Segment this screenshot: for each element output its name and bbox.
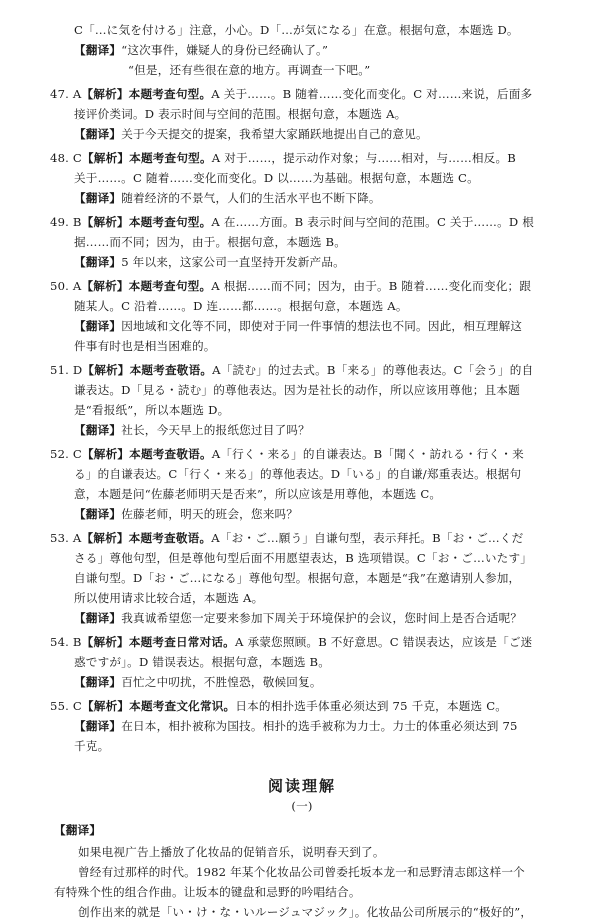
translation-paragraph: 如果电视广告上播放了化妆品的促销音乐，说明春天到了。 <box>78 845 385 859</box>
text-line-28: 【翻译】我真诚希望您一定要来参加下周关于环境保护的会议，您时间上是否合适呢？ <box>74 611 523 625</box>
question-50: 50. A【解析】本题考查句型。A 根据……而不同；因为，由于。B 随着……变化而变化；跟 <box>50 279 532 293</box>
text-line-26: 自谦句型。D「お・ご…になる」尊他句型。根据句意，本题是“我”在邀请别人参加， <box>74 571 521 585</box>
translation-heading: 【翻译】 <box>54 823 102 837</box>
text-line-15: 件事有时也是相当困难的。 <box>74 339 216 353</box>
text-line-2: “但是，还有些很在意的地方。再调查一下吧。” <box>128 63 371 77</box>
text-line-7: 关于……。C 随着……变化而变化。D 以……为基础。根据句意，本题选 C。 <box>74 171 479 185</box>
translation-paragraph: 曾经有过那样的时代。1982 年某个化妆品公司曾委托坂本龙一和忌野清志郎这样一个 <box>78 865 525 879</box>
section-title: 阅读理解 <box>267 777 336 795</box>
text-line-25: さる」尊他句型，但是尊他句型后面不用愿望表达，B 选项错误。C「お・ご…いたす」 <box>74 551 533 565</box>
question-49: 49. B【解析】本题考查句型。A 在……方面。B 表示时间与空间的范围。C 关于……。D 根 <box>50 215 535 229</box>
text-line-19: 【翻译】社长，今天早上的报纸您过目了吗？ <box>74 423 310 437</box>
section-subtitle: (一) <box>291 799 313 813</box>
question-53: 53. A【解析】本题考查敬语。A「お・ご…願う」自谦句型，表示拜托。B「お・ご…くだ <box>50 531 524 545</box>
text-line-27: 所以使用请求比较合适，本题选 A。 <box>74 591 264 605</box>
text-line-31: 【翻译】百忙之中叨扰，不胜惶恐，敬候回复。 <box>74 675 322 689</box>
text-line-17: 谦表达。D「見る・読む」的尊他表达。因为是社长的动作，所以应该用尊他；且本题 <box>74 383 520 397</box>
text-line-5: 【翻译】关于今天提交的提案，我希望大家踊跃地提出自己的意见。 <box>74 127 428 141</box>
question-51: 51. D【解析】本题考查敬语。A「読む」的过去式。B「来る」的尊他表达。C「会う」的自 <box>50 363 534 377</box>
text-line-33: 【翻译】在日本，相扑被称为国技。相扑的选手被称为力士。力士的体重必须达到 75 <box>74 719 518 733</box>
text-line-4: 接评价类词。D 表示时间与空间的范围。根据句意，本题选 A。 <box>74 107 407 121</box>
text-line-13: 随某人。C 沿着……。D 连……都……。根据句意，本题选 A。 <box>74 299 408 313</box>
question-54: 54. B【解析】本题考查日常对话。A 承蒙您照顾。B 不好意思。C 错误表达，应该是「ご迷 <box>50 635 533 649</box>
text-line-0: C「…に気を付ける」注意，小心。D「…が気になる」在意。根据句意，本题选 D。 <box>74 23 519 37</box>
translation-paragraph: 创作出来的就是「い・け・な・いルージュマジック」。化妆品公司所展示的“极好的”， <box>78 905 533 919</box>
text-line-30: 惑ですが」。D 错误表达。根据句意，本题选 B。 <box>74 655 331 669</box>
question-48: 48. C【解析】本题考查句型。A 对于……，提示动作对象；与……相对，与……相反。B <box>50 151 516 165</box>
text-line-18: 是“看报纸”，所以本题选 D。 <box>74 403 230 417</box>
translation-paragraph: 有特殊个性的组合作曲。让坂本的键盘和忌野的吟唱结合。 <box>54 885 361 899</box>
text-line-22: 意，本题是问“佐藤老师明天是否来”，所以应该是用尊他，本题选 C。 <box>74 487 442 501</box>
text-line-10: 据……而不同；因为，由于。根据句意，本题选 B。 <box>74 235 347 249</box>
text-line-23: 【翻译】佐藤老师，明天的班会，您来吗？ <box>74 507 299 521</box>
text-line-34: 千克。 <box>74 739 110 753</box>
text-line-11: 【翻译】5 年以来，这家公司一直坚持开发新产品。 <box>74 255 345 269</box>
question-55: 55. C【解析】本题考查文化常识。日本的相扑选手体重必须达到 75 千克，本题选 C。 <box>50 699 508 713</box>
text-line-8: 【翻译】随着经济的不景气，人们的生活水平也不断下降。 <box>74 191 381 205</box>
question-52: 52. C【解析】本题考查敬语。A「行く・来る」的自谦表达。B「聞く・訪れる・行く・来 <box>50 447 524 461</box>
text-line-1: 【翻译】“这次事件，嫌疑人的身份已经确认了。” <box>74 43 329 57</box>
text-line-14: 【翻译】因地域和文化等不同，即使对于同一件事情的想法也不同。因此，相互理解这 <box>74 319 523 333</box>
question-47: 47. A【解析】本题考查句型。A 关于……。B 随着……变化而变化。C 对……来说，后面多 <box>50 87 533 101</box>
text-line-21: る」的自谦表达。C「行く・来る」的尊他表达。D「いる」的自谦/郑重表达。根据句 <box>74 467 522 481</box>
